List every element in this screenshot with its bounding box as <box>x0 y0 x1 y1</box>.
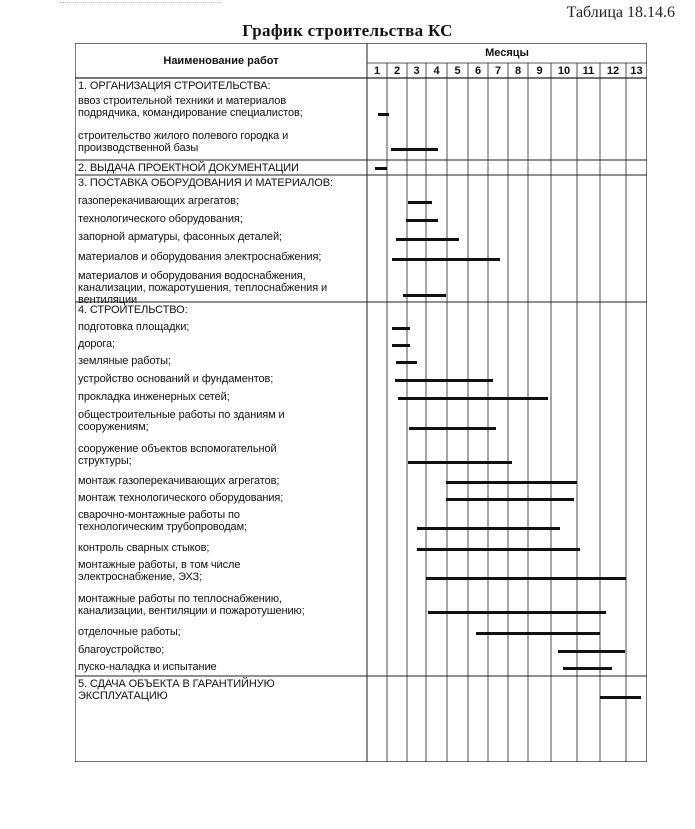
gantt-bar <box>396 238 459 241</box>
task-label: прокладка инженерных сетей; <box>78 391 230 403</box>
gantt-bar <box>395 379 493 382</box>
gantt-bar <box>417 527 560 530</box>
month-number-9: 9 <box>536 65 543 77</box>
task-label: устройство оснований и фундаментов; <box>78 373 274 385</box>
task-label: строительство жилого полевого городка и производственной базы <box>78 130 289 154</box>
task-label: сварочно-монтажные работы по технологическим трубопроводам; <box>78 509 247 533</box>
section-heading: 4. СТРОИТЕЛЬСТВО: <box>78 304 188 316</box>
month-number-5: 5 <box>454 65 461 77</box>
gantt-bar <box>476 632 600 635</box>
gantt-bar <box>396 361 417 364</box>
month-number-11: 11 <box>582 65 595 77</box>
document-title: График строительства КС <box>242 21 453 40</box>
gantt-bar <box>558 650 625 653</box>
gantt-bar <box>409 427 496 430</box>
section-heading: 5. СДАЧА ОБЪЕКТА В ГАРАНТИЙНУЮ ЭКСПЛУАТАЦИЮ <box>78 678 275 702</box>
task-label: земляные работы; <box>78 355 171 367</box>
gantt-bar <box>406 219 438 222</box>
gantt-bar <box>426 577 626 580</box>
task-label: подготовка площадки; <box>78 321 190 333</box>
section-heading: 2. ВЫДАЧА ПРОЕКТНОЙ ДОКУМЕНТАЦИИ <box>78 162 299 174</box>
gantt-bar <box>417 548 580 551</box>
task-label: газоперекачивающих агрегатов; <box>78 195 239 207</box>
gantt-bar <box>408 201 432 204</box>
gantt-bar <box>392 258 500 261</box>
task-label: монтажные работы по теплоснабжению, канализации, вентиляции и пожаротушению; <box>78 593 305 617</box>
task-label: монтажные работы, в том числе электроснабжение, ЭХЗ; <box>78 559 241 583</box>
task-label: дорога; <box>78 338 116 350</box>
task-label: сооружение объектов вспомогательной структуры; <box>78 443 277 467</box>
task-label: материалов и оборудования электроснабжения; <box>78 251 322 263</box>
task-label: технологического оборудования; <box>78 213 243 225</box>
table-number: Таблица 18.14.6 <box>566 4 675 21</box>
gantt-bar <box>398 397 548 400</box>
task-label: благоустройство; <box>78 644 165 656</box>
task-label: контроль сварных стыков; <box>78 542 210 554</box>
gantt-table <box>75 43 647 762</box>
task-label: отделочные работы; <box>78 626 181 638</box>
task-label: общестроительные работы по зданиям и сооружениям; <box>78 409 285 433</box>
gantt-bar <box>403 294 446 297</box>
gantt-bar <box>378 113 389 116</box>
month-number-6: 6 <box>474 65 482 77</box>
section-heading: 3. ПОСТАВКА ОБОРУДОВАНИЯ И МАТЕРИАЛОВ: <box>78 177 333 189</box>
gantt-bar <box>375 167 387 170</box>
month-number-8: 8 <box>514 65 522 77</box>
task-label: ввоз строительной техники и материалов подрядчика, командирование специалистов; <box>78 95 303 119</box>
task-label: монтаж технологического оборудования; <box>78 492 284 504</box>
month-number-12: 12 <box>606 65 620 77</box>
scan-artifact <box>60 2 220 11</box>
column-header-months: Месяцы <box>485 47 529 59</box>
task-label: запорной арматуры, фасонных деталей; <box>78 231 282 243</box>
month-number-10: 10 <box>557 65 571 77</box>
section-heading: 1. ОРГАНИЗАЦИЯ СТРОИТЕЛЬСТВА: <box>78 80 271 92</box>
task-label: монтаж газоперекачивающих агрегатов; <box>78 475 280 487</box>
gantt-bar <box>392 327 410 330</box>
month-number-13: 13 <box>630 65 643 77</box>
gantt-bar <box>600 696 641 699</box>
gantt-bar <box>392 344 410 347</box>
month-number-4: 4 <box>433 65 440 77</box>
task-label: пуско-наладка и испытание <box>78 661 217 673</box>
gantt-bar <box>446 498 574 501</box>
gantt-bar <box>563 667 612 670</box>
gantt-bar <box>391 148 438 151</box>
month-number-3: 3 <box>413 65 420 77</box>
column-header-work-name: Наименование работ <box>163 54 279 67</box>
gantt-bar <box>428 611 606 614</box>
month-number-7: 7 <box>494 65 502 77</box>
month-number-1: 1 <box>373 65 381 77</box>
gantt-bar <box>446 481 577 484</box>
task-label: материалов и оборудования водоснабжения, канализации, пожаротушения, теплоснабжения и вентиляции <box>78 270 328 306</box>
gantt-bar <box>408 461 512 464</box>
month-number-2: 2 <box>393 65 401 77</box>
